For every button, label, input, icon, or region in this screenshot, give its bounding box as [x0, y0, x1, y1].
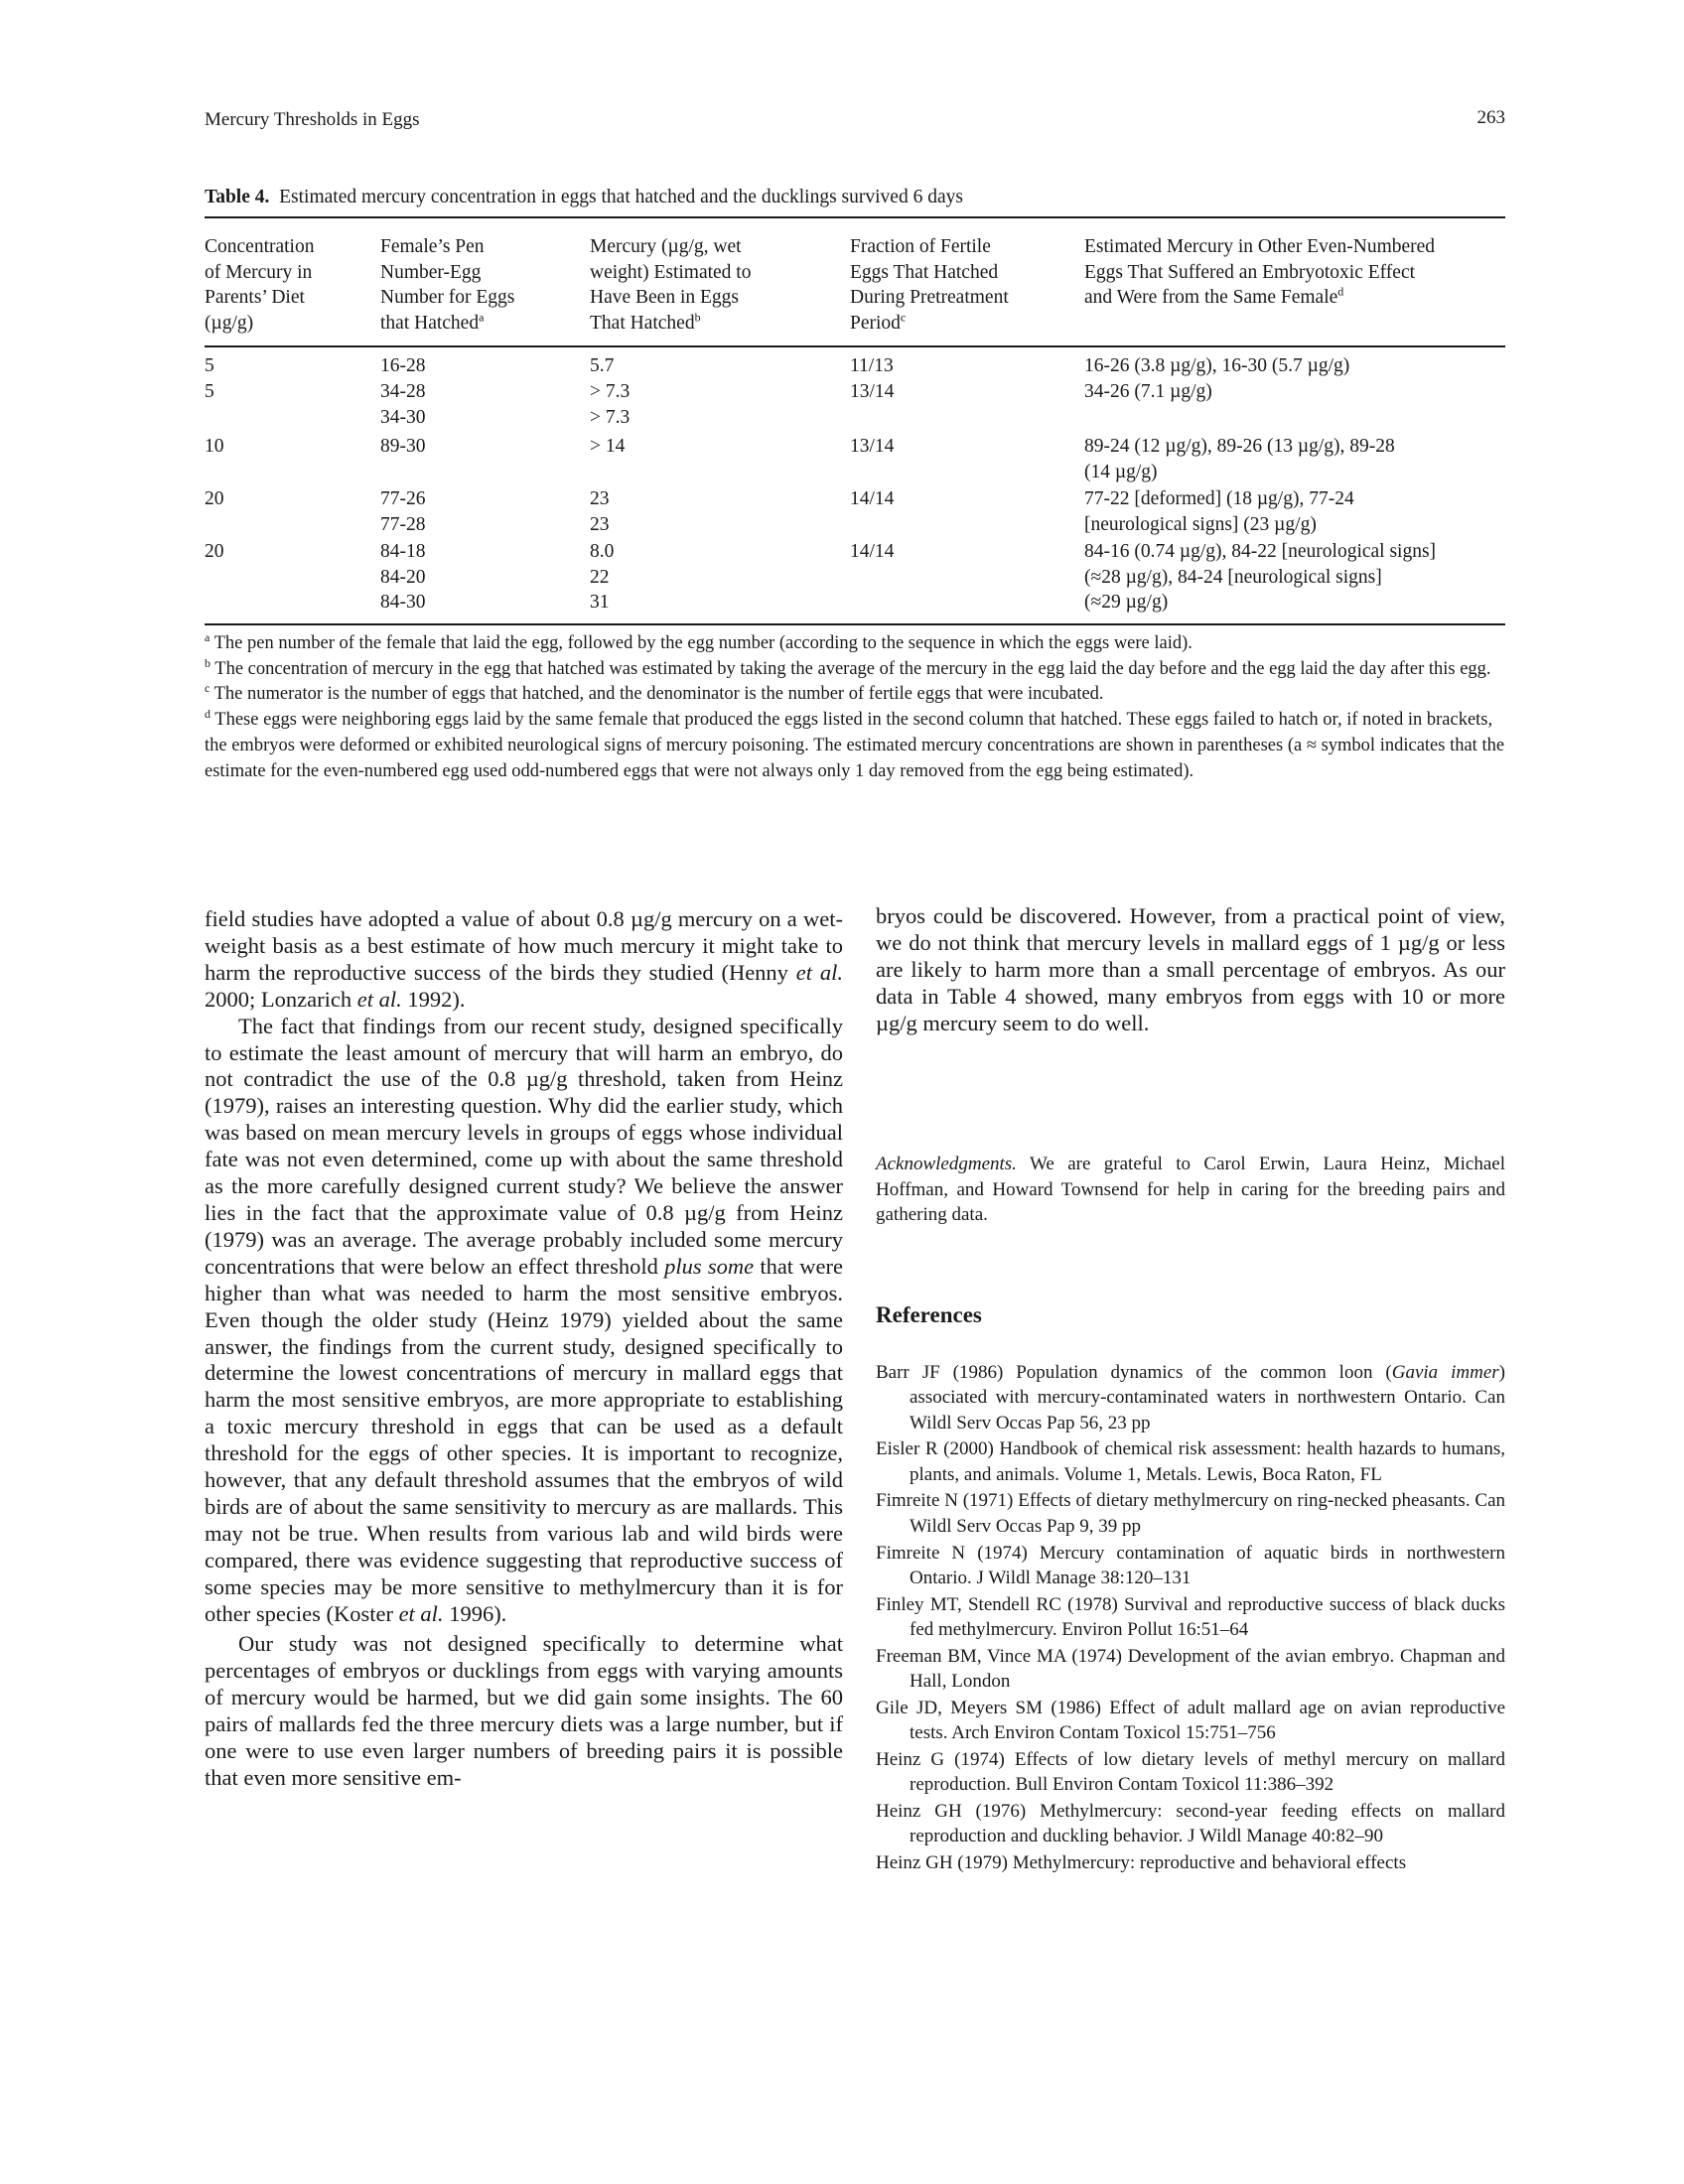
- footnote: $^d$ These eggs were neighboring eggs laid by the same female that produced the eggs listed in the second column that hatched. These eggs failed to hatch or, if noted in brackets, the embryos were deformed or exhibited neurological signs of mercury poisoning. The estimated mercury concentrations are shown in parentheses (a ≈ symbol indicates that the estimate for the even-numbered egg used odd-numbered eggs that were not always only 1 day removed from the egg being estimated).: [205, 706, 1505, 781]
- table-cell: 13/14: [850, 436, 895, 457]
- table-cell: 77-22 [deformed] (18 µg/g), 77-24 [neurological signs] (23 µg/g): [1084, 488, 1354, 535]
- table-cell: 84-18 84-20 84-30: [380, 541, 426, 613]
- col-header-diet: Concentration of Mercury in Parents’ Diet (µg/g): [205, 236, 315, 334]
- table-header-rule: [205, 345, 1505, 347]
- table-cell: 20: [205, 488, 224, 509]
- acknowledgments-label: Acknowledgments.: [876, 1154, 1017, 1174]
- table-top-rule: [205, 216, 1505, 218]
- body-left-column: [205, 906, 843, 1792]
- reference-item: Finley MT, Stendell RC (1978) Survival and reproductive success of black ducks fed methylmercury. Environ Pollut 16:51–64: [876, 1593, 1505, 1640]
- body-right-column: [876, 903, 1505, 1037]
- reference-item: Heinz G (1974) Effects of low dietary levels of methyl mercury on mallard reproduction. Bull Environ Contam Toxicol 11:386–392: [876, 1748, 1505, 1796]
- paragraph: bryos could be discovered. However, from a practical point of view, we do not think that mercury levels in mallard eggs of 1 µg/g or less are likely to harm more than a small percentage of embryos. As our data in Table 4 showed, many embryos from eggs with 10 or more µg/g mercury seem to do well.: [876, 903, 1505, 1035]
- col-header-other-eggs: Estimated Mercury in Other Even-Numbered Eggs That Suffered an Embryotoxic Effect and Were from the Same Female$^d$: [1084, 236, 1436, 308]
- table-cell: > 14: [590, 436, 626, 457]
- table-cell: 34-28 34-30: [380, 381, 426, 428]
- page-number: 263: [1476, 107, 1505, 128]
- references-heading: References: [876, 1302, 982, 1327]
- table-cell: 23 23: [590, 488, 610, 535]
- col-header-mercury: Mercury (µg/g, wet weight) Estimated to Have Been in Eggs That Hatched$^b$: [590, 236, 752, 334]
- paragraph: Our study was not designed specifically to determine what percentages of embryos or ducklings from eggs with varying amounts of mercury would be harmed, but we did gain some insights. The 60 pairs of mallards fed the three mercury diets was a large number, but if one were to use even larger numbers of breeding pairs it is possible that even more sensitive em-: [205, 1631, 843, 1790]
- table-cell: > 7.3 > 7.3: [590, 381, 631, 428]
- col-header-fraction: Fraction of Fertile Eggs That Hatched During Pretreatment Period$^c$: [850, 236, 1009, 334]
- reference-item: Heinz GH (1976) Methylmercury: second-year feeding effects on mallard reproduction and duckling behavior. J Wildl Manage 40:82–90: [876, 1801, 1505, 1847]
- table-cell: 5.7: [590, 355, 615, 376]
- reference-item: Heinz GH (1979) Methylmercury: reproductive and behavioral effects: [876, 1852, 1407, 1874]
- table-caption: [205, 187, 963, 208]
- table-cell: 14/14: [850, 541, 895, 562]
- acknowledgments-text: We are grateful to Carol Erwin, Laura Heinz, Michael Hoffman, and Howard Townsend for help in caring for the breeding pairs and gathering data.: [876, 1154, 1505, 1225]
- footnote: $^a$ The pen number of the female that laid the egg, followed by the egg number (according to the sequence in which the eggs were laid).: [205, 629, 1193, 653]
- reference-item: Freeman BM, Vince MA (1974) Development of the avian embryo. Chapman and Hall, London: [876, 1645, 1505, 1693]
- table-cell: 14/14: [850, 488, 895, 509]
- table-cell: 77-26 77-28: [380, 488, 426, 535]
- references-list: [876, 1360, 1505, 1877]
- reference-item: Eisler R (2000) Handbook of chemical risk assessment: health hazards to humans, plants, and animals. Volume 1, Metals. Lewis, Boca Raton, FL: [876, 1438, 1505, 1485]
- table-cell: 11/13: [850, 355, 894, 376]
- table-cell: 16-26 (3.8 µg/g), 16-30 (5.7 µg/g): [1084, 355, 1350, 376]
- table-cell: 5: [205, 355, 214, 376]
- reference-item: Fimreite N (1974) Mercury contamination of aquatic birds in northwestern Ontario. J Wildl Manage 38:120–131: [876, 1542, 1505, 1588]
- table-cell: 34-26 (7.1 µg/g): [1084, 381, 1212, 402]
- table-caption-text: Estimated mercury concentration in eggs that hatched and the ducklings survived 6 days: [279, 187, 963, 207]
- paragraph: field studies have adopted a value of about 0.8 µg/g mercury on a wet-weight basis as a best estimate of how much mercury it might take to harm the reproductive success of the birds they studied (Henny et al. 2000; Lonzarich et al. 1992).: [205, 906, 843, 1012]
- table-bottom-rule: [205, 623, 1505, 625]
- table-cell: 89-24 (12 µg/g), 89-26 (13 µg/g), 89-28 (14 µg/g): [1084, 436, 1395, 482]
- table-cell: 89-30: [380, 436, 426, 457]
- running-head: Mercury Thresholds in Eggs: [205, 109, 420, 130]
- table-label: Table 4.: [205, 187, 270, 207]
- table-cell: 84-16 (0.74 µg/g), 84-22 [neurological signs] (≈28 µg/g), 84-24 [neurological signs] (≈29 µg/g): [1084, 541, 1437, 613]
- table-cell: 13/14: [850, 381, 895, 402]
- reference-item: Fimreite N (1971) Effects of dietary methylmercury on ring-necked pheasants. Can Wildl Serv Occas Pap 9, 39 pp: [876, 1490, 1505, 1537]
- table-cell: 5: [205, 381, 214, 402]
- reference-item: Barr JF (1986) Population dynamics of the common loon (Gavia immer) associated with mercury-contaminated waters in northwestern Ontario. Can Wildl Serv Occas Pap 56, 23 pp: [876, 1362, 1505, 1433]
- col-header-pen-egg: Female’s Pen Number-Egg Number for Eggs that Hatched$^a$: [380, 236, 515, 334]
- acknowledgments: [876, 1152, 1505, 1228]
- table-cell: 8.0 22 31: [590, 541, 615, 613]
- table-cell: 20: [205, 541, 224, 562]
- footnote: $^b$ The concentration of mercury in the egg that hatched was estimated by taking the average of the mercury in the egg laid the day before and the egg laid the day after this egg.: [205, 655, 1491, 679]
- paragraph: The fact that findings from our recent study, designed specifically to estimate the least amount of mercury that will harm an embryo, do not contradict the use of the 0.8 µg/g threshold, taken from Heinz (1979), raises an interesting question. Why did the earlier study, which was based on mean mercury levels in groups of eggs whose individual fate was not even determined, come up with about the same threshold as the more carefully designed current study? We believe the answer lies in the fact that the approximate value of 0.8 µg/g from Heinz (1979) was an average. The average probably included some mercury concentrations that were below an effect threshold plus some that were higher than what was needed to harm the most sensitive embryos. Even though the older study (Heinz 1979) yielded about the same answer, the findings from the current study, designed specifically to determine the lowest concentrations of mercury in mallard eggs that harm the most sensitive embryos, are more appropriate to establishing a toxic mercury threshold in eggs that can be used as a default threshold for the eggs of other species. It is important to recognize, however, that any default threshold assumes that the embryos of wild birds are of about the same sensitivity to mercury as are mallards. This may not be true. When results from various lab and wild birds were compared, there was evidence suggesting that reproductive success of some species may be more sensitive to methylmercury than it is for other species (Koster et al. 1996).: [205, 1013, 844, 1626]
- table-cell: 10: [205, 436, 224, 457]
- table-cell: 16-28: [380, 355, 426, 376]
- table-footnotes: [205, 631, 1505, 784]
- footnote: $^c$ The numerator is the number of eggs that hatched, and the denominator is the number of fertile eggs that were incubated.: [205, 681, 1104, 705]
- reference-item: Gile JD, Meyers SM (1986) Effect of adult mallard age on avian reproductive tests. Arch Environ Contam Toxicol 15:751–756: [876, 1697, 1505, 1744]
